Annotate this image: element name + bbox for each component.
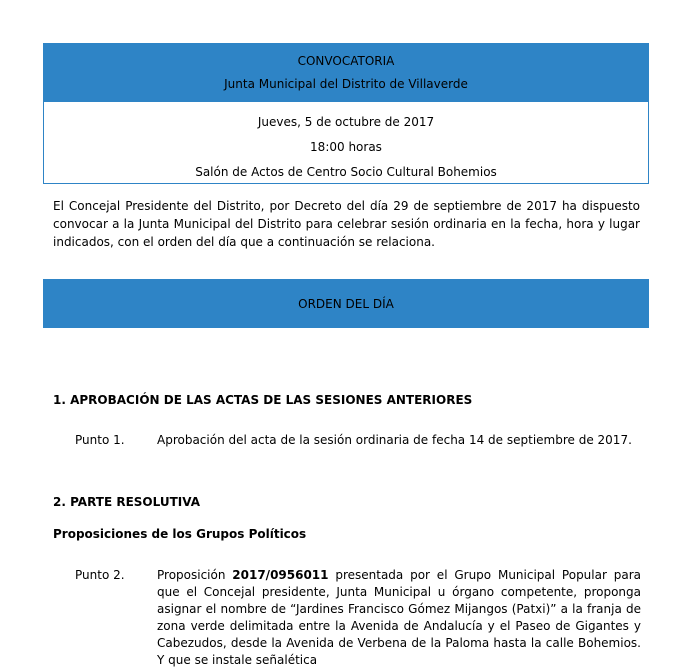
convocatoria-header	[43, 43, 649, 184]
section-1-heading: 1. APROBACIÓN DE LAS ACTAS DE LAS SESIONES ANTERIORES	[53, 393, 473, 407]
header-title-band	[44, 44, 648, 102]
orden-del-dia-band	[43, 279, 649, 328]
header-title: CONVOCATORIA	[297, 54, 395, 68]
punto-1-text: Aprobación del acta de la sesión ordinaria de fecha 14 de septiembre de 2017.	[157, 433, 632, 447]
orden-del-dia-title: ORDEN DEL DÍA	[298, 296, 394, 311]
header-details	[44, 102, 648, 185]
meeting-time: 18:00 horas	[310, 140, 382, 154]
intro-paragraph: El Concejal Presidente del Distrito, por Decreto del día 29 de septiembre de 2017 ha dispuesto convocar a la Junta Municipal del Distrito para celebrar sesión ordinaria en la fecha, hora y lugar indicados, con el orden del día que a continuación se relaciona.	[53, 199, 640, 249]
punto-2-text-pre: Proposición	[157, 568, 233, 582]
section-2-heading: 2. PARTE RESOLUTIVA	[53, 495, 200, 509]
punto-2-text-post: presentada por el Grupo Municipal Popular para que el Concejal presidente, Junta Municipal u órgano competente, proponga asignar el nombre de “Jardines Francisco Gómez Mijangos (Patxi)” a la franja de zona verde delimitada entre la Avenida de Andalucía y el Paseo de Gigantes y Cabezudos, desde la Avenida de Verbena de la Paloma hasta la calle Bohemios. Y que se instale señalética	[157, 568, 641, 667]
punto-2-label: Punto 2.	[75, 568, 125, 582]
punto-1-label: Punto 1.	[75, 433, 125, 447]
meeting-date: Jueves, 5 de octubre de 2017	[257, 115, 435, 129]
punto-2-text	[157, 567, 641, 669]
section-2-subheading: Proposiciones de los Grupos Políticos	[53, 527, 307, 541]
header-subtitle: Junta Municipal del Distrito de Villaverde	[224, 77, 468, 91]
meeting-place: Salón de Actos de Centro Socio Cultural Bohemios	[195, 165, 497, 179]
punto-2-reference: 2017/0956011	[232, 568, 329, 582]
